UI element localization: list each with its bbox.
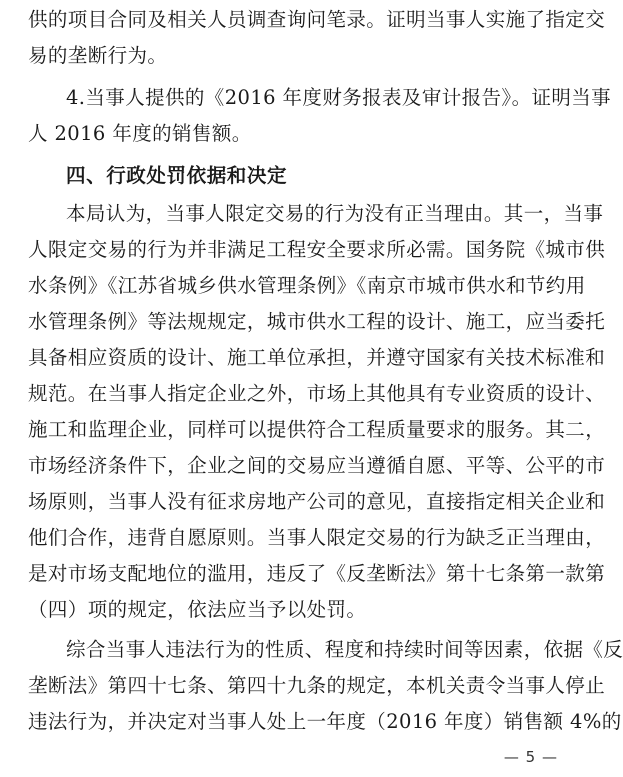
body-text-line: 垄断法》第四十七条、第四十九条的规定，本机关责令当事人停止: [28, 674, 606, 697]
body-text-line: 人限定交易的行为并非满足工程安全要求所必需。国务院《城市供: [28, 238, 606, 261]
paragraph-start: 综合当事人违法行为的性质、程度和持续时间等因素，依据《反: [66, 638, 623, 661]
body-text-line: 规范。在当事人指定企业之外，市场上其他具有专业资质的设计、: [28, 382, 606, 405]
page-number: — 5 —: [503, 748, 558, 766]
body-text-line: 是对市场支配地位的滥用，违反了《反垄断法》第十七条第一款第: [28, 562, 606, 585]
body-text-line: 市场经济条件下，企业之间的交易应当遵循自愿、平等、公平的市: [28, 454, 606, 477]
section-heading: 四、行政处罚依据和决定: [66, 164, 288, 187]
evidence-item-4: 4.当事人提供的《2016 年度财务报表及审计报告》。证明当事: [66, 86, 612, 109]
body-text-line: 他们合作，违背自愿原则。当事人限定交易的行为缺乏正当理由，: [28, 526, 606, 549]
body-text-line: 水管理条例》等法规规定，城市供水工程的设计、施工，应当委托: [28, 310, 606, 333]
paragraph-start: 本局认为，当事人限定交易的行为没有正当理由。其一，当事: [66, 202, 604, 225]
body-text-line: 易的垄断行为。: [28, 44, 168, 67]
body-text-line: 具备相应资质的设计、施工单位承担，并遵守国家有关技术标准和: [28, 346, 606, 369]
body-text-line: 水条例》《江苏省城乡供水管理条例》《南京市城市供水和节约用: [28, 274, 586, 297]
body-text-line: 人 2016 年度的销售额。: [28, 122, 252, 145]
body-text-line: 违法行为，并决定对当事人处上一年度（2016 年度）销售额 4%的: [28, 710, 622, 733]
body-text-line: 施工和监理企业，同样可以提供符合工程质量要求的服务。其二，: [28, 418, 606, 441]
body-text-line: 供的项目合同及相关人员调查询问笔录。证明当事人实施了指定交: [28, 8, 606, 31]
body-text-line: 场原则，当事人没有征求房地产公司的意见，直接指定相关企业和: [28, 490, 606, 513]
body-text-line: （四）项的规定，依法应当予以处罚。: [28, 598, 367, 621]
